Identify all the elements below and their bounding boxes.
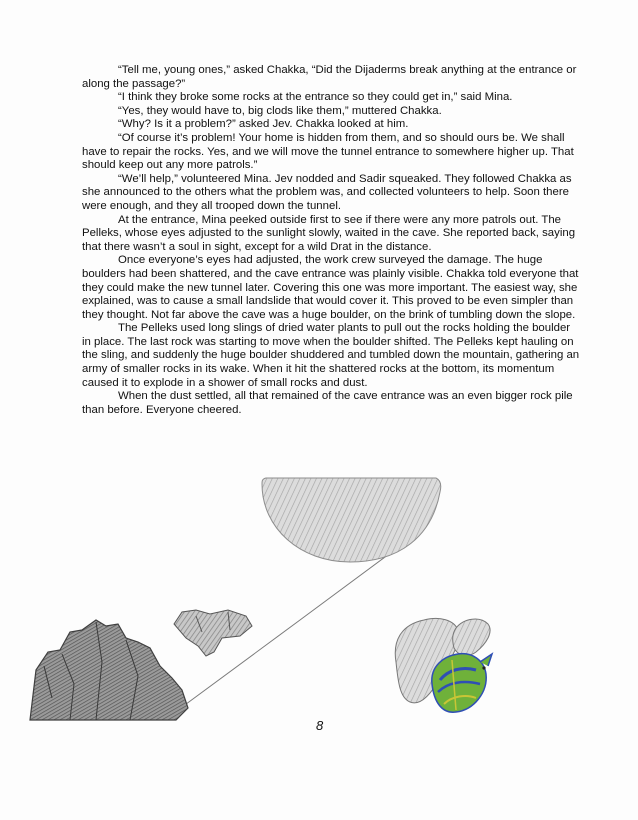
paragraph-4: “Why? Is it a problem?” asked Jev. Chakka looked at him.	[118, 118, 409, 131]
paragraph-5: “Of course it’s problem! Your home is hidden from them, and so should ours be. We shall have to repair the rocks. Yes, and we will move the tunnel entrance to somewhere higher up. That should keep out any more patrols.”	[82, 131, 574, 172]
pencil-illustration	[0, 470, 638, 730]
paragraph-8: Once everyone’s eyes had adjusted, the work crew surveyed the damage. The huge boulders had been shattered, and the cave entrance was plainly visible. Chakka told everyone that they could make the new tunnel later. Covering this one was more important. The easiest way, she explained, was to cause a small landslide that would cover it. This proved to be even simpler than they thought. Not far above the cave was a huge boulder, on the brink of tumbling down the slope.	[82, 254, 579, 321]
drat-creature	[432, 654, 492, 713]
shattered-rocks	[30, 620, 188, 720]
paragraph-3: “Yes, they would have to, big clods like them,” muttered Chakka.	[118, 104, 442, 117]
story-text	[82, 64, 582, 417]
paragraph-7: At the entrance, Mina peeked outside first to see if there were any more patrols out. The Pelleks, whose eyes adjusted to the sunlight slowly, waited in the cave. She reported back, saying that there wasn’t a soul in sight, except for a wild Drat in the distance.	[82, 213, 576, 253]
right-rock-small	[453, 619, 490, 655]
paragraph-6: “We’ll help,” volunteered Mina. Jev nodded and Sadir squeaked. They followed Chakka as she announced to the others what the problem was, and collected volunteers to help. Soon there were enough, and they all trooped down the tunnel.	[82, 172, 572, 212]
huge-boulder	[262, 478, 441, 562]
page-number: 8	[316, 718, 324, 733]
paragraph-1: “Tell me, young ones,” asked Chakka, “Did the Dijaderms break anything at the entrance or along the passage?”	[82, 64, 577, 90]
cave-ledge-rock	[174, 610, 252, 656]
paragraph-2: “I think they broke some rocks at the entrance so they could get in,” said Mina.	[118, 91, 513, 104]
paragraph-10: When the dust settled, all that remained of the cave entrance was an even bigger rock pile than before. Everyone cheered.	[82, 390, 573, 416]
paragraph-9: The Pelleks used long slings of dried water plants to pull out the rocks holding the boulder in place. The last rock was starting to move when the boulder shifted. The Pelleks kept hauling on the sling, and suddenly the huge boulder shuddered and tumbled down the mountain, gathering an army of smaller rocks in its wake. When it hit the shattered rocks at the bottom, its momentum caused it to explode in a shower of small rocks and dust.	[82, 322, 580, 389]
